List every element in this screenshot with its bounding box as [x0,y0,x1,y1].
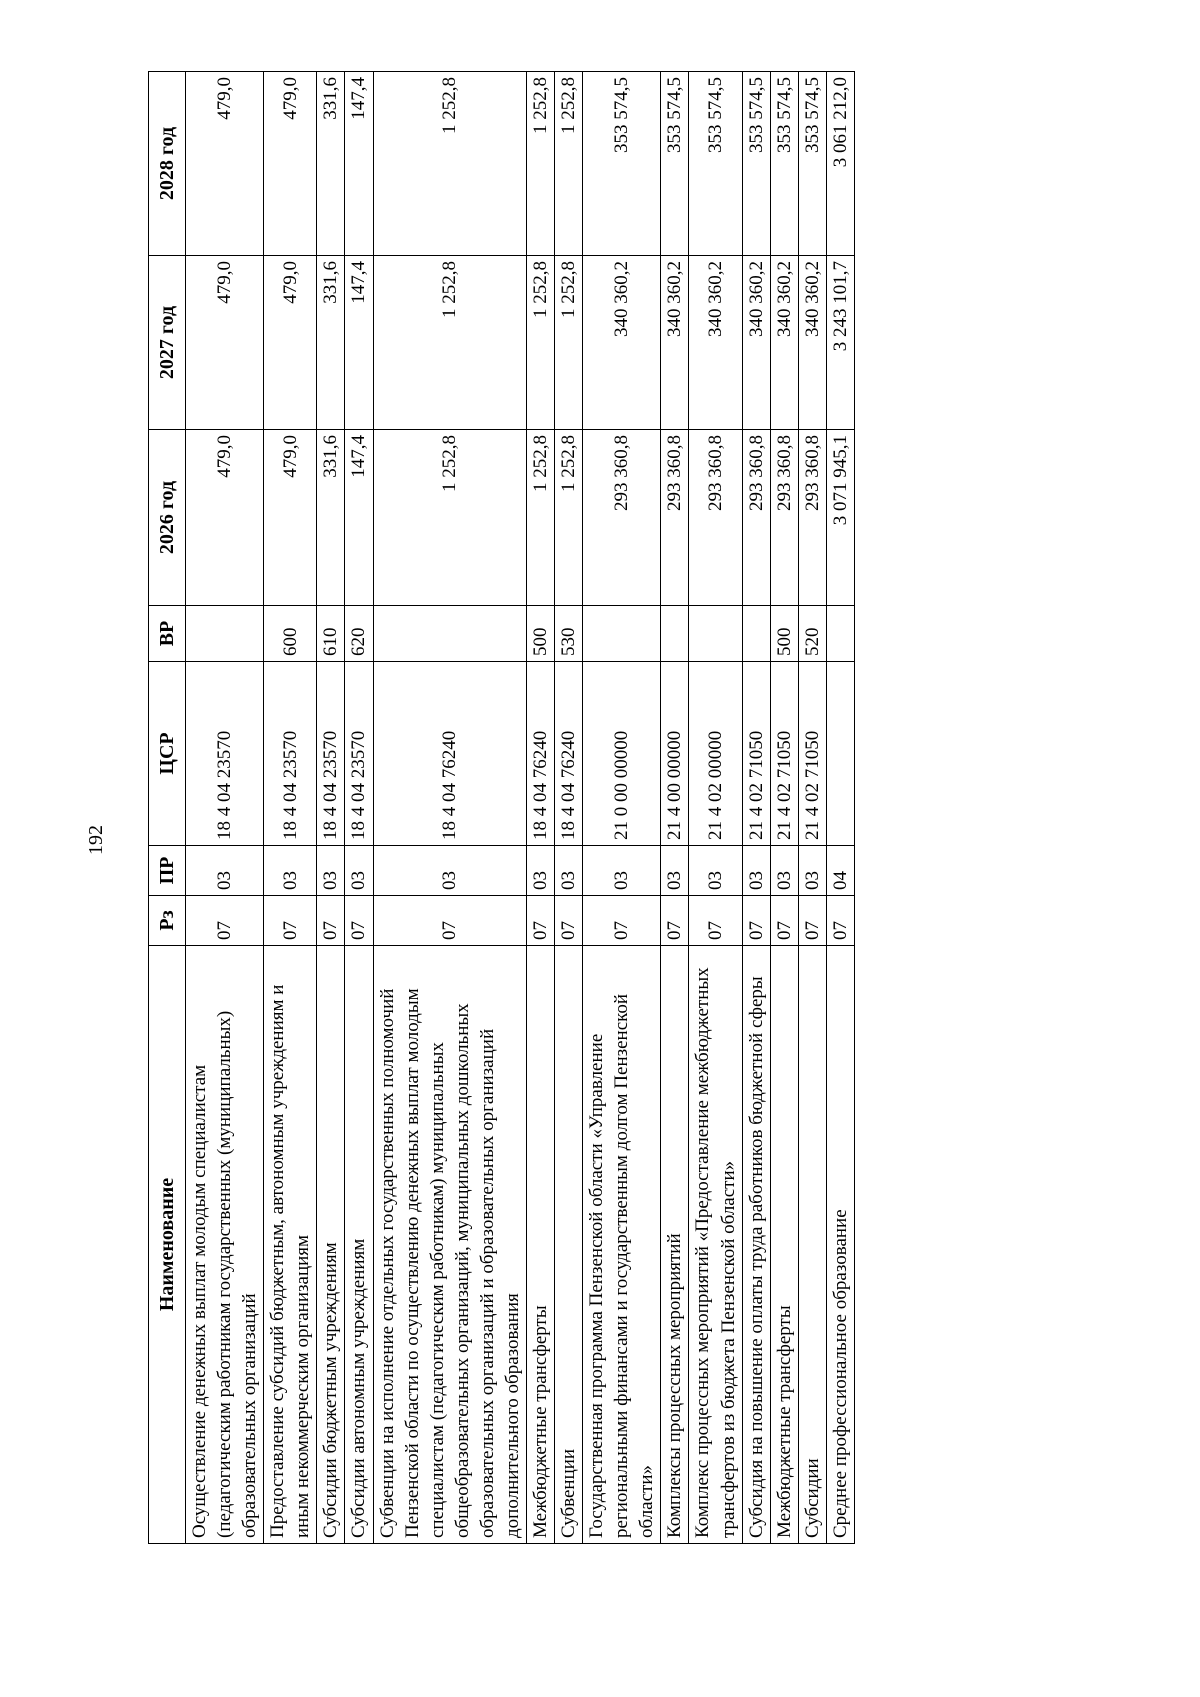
cell-2028: 1 252,8 [373,72,526,256]
cell-csr: 18 4 04 76240 [555,662,583,846]
cell-2028: 3 061 212,0 [826,72,854,256]
cell-pr: 03 [527,846,555,896]
table-header-row [149,72,186,1544]
cell-2027: 1 252,8 [373,256,526,430]
cell-pr: 03 [798,846,826,896]
table-row [264,72,317,1544]
cell-rz: 07 [373,896,526,946]
cell-csr [826,662,854,846]
cell-2027: 1 252,8 [555,256,583,430]
cell-csr: 21 4 02 71050 [770,662,798,846]
header-vr: ВР [149,606,186,662]
cell-2027: 340 360,2 [689,256,742,430]
cell-rz: 07 [345,896,373,946]
cell-2027: 340 360,2 [661,256,689,430]
table-row [186,72,264,1544]
cell-rz: 07 [689,896,742,946]
cell-2028: 353 574,5 [770,72,798,256]
cell-pr: 03 [317,846,345,896]
cell-rz: 07 [826,896,854,946]
cell-2026: 293 360,8 [661,430,689,606]
table-row [345,72,373,1544]
header-name: Наименование [149,946,186,1544]
cell-2027: 331,6 [317,256,345,430]
table-row [661,72,689,1544]
cell-2026: 1 252,8 [555,430,583,606]
cell-2026: 1 252,8 [373,430,526,606]
cell-csr: 18 4 04 23570 [186,662,264,846]
header-rz: Рз [149,896,186,946]
cell-rz: 07 [317,896,345,946]
cell-name: Комплексы процессных мероприятий [661,946,689,1544]
cell-csr: 21 4 02 71050 [798,662,826,846]
cell-vr: 620 [345,606,373,662]
cell-2026: 3 071 945,1 [826,430,854,606]
cell-rz: 07 [661,896,689,946]
page-number: 192 [85,825,107,855]
budget-table [148,71,855,1544]
cell-2028: 353 574,5 [798,72,826,256]
cell-2027: 479,0 [264,256,317,430]
table-row [742,72,770,1544]
cell-name: Государственная программа Пензенской области «Управление региональными финансами и государственным долгом Пензенской области» [583,946,661,1544]
table-row [583,72,661,1544]
cell-2028: 147,4 [345,72,373,256]
cell-2026: 293 360,8 [770,430,798,606]
cell-2028: 353 574,5 [742,72,770,256]
cell-name: Предоставление субсидий бюджетным, автономным учреждениям и иным некоммерческим организациям [264,946,317,1544]
rotated-table-container [148,72,855,1544]
cell-name: Субсидии бюджетным учреждениям [317,946,345,1544]
cell-pr: 03 [661,846,689,896]
cell-2027: 479,0 [186,256,264,430]
cell-csr: 18 4 04 76240 [373,662,526,846]
cell-rz: 07 [555,896,583,946]
cell-2028: 1 252,8 [555,72,583,256]
cell-2026: 147,4 [345,430,373,606]
cell-csr: 18 4 04 23570 [345,662,373,846]
header-2026: 2026 год [149,430,186,606]
cell-name: Субсидии автономным учреждениям [345,946,373,1544]
cell-csr: 21 4 00 00000 [661,662,689,846]
cell-2026: 479,0 [186,430,264,606]
cell-vr [742,606,770,662]
cell-csr: 18 4 04 23570 [264,662,317,846]
cell-vr [661,606,689,662]
cell-name: Межбюджетные трансферты [527,946,555,1544]
cell-pr: 04 [826,846,854,896]
cell-pr: 03 [689,846,742,896]
cell-csr: 18 4 04 76240 [527,662,555,846]
cell-2026: 1 252,8 [527,430,555,606]
cell-vr: 600 [264,606,317,662]
header-csr: ЦСР [149,662,186,846]
cell-name: Субсидия на повышение оплаты труда работников бюджетной сферы [742,946,770,1544]
cell-2026: 293 360,8 [742,430,770,606]
cell-vr [826,606,854,662]
cell-vr: 520 [798,606,826,662]
cell-2026: 293 360,8 [689,430,742,606]
table-row [689,72,742,1544]
cell-name: Среднее профессиональное образование [826,946,854,1544]
cell-name: Субвенции [555,946,583,1544]
cell-rz: 07 [742,896,770,946]
cell-2027: 147,4 [345,256,373,430]
cell-name: Межбюджетные трансферты [770,946,798,1544]
cell-2026: 293 360,8 [583,430,661,606]
cell-name: Комплекс процессных мероприятий «Предоставление межбюджетных трансфертов из бюджета Пензенской области» [689,946,742,1544]
cell-vr: 500 [770,606,798,662]
cell-rz: 07 [186,896,264,946]
table-row [826,72,854,1544]
cell-csr: 21 4 02 00000 [689,662,742,846]
cell-2028: 353 574,5 [583,72,661,256]
cell-rz: 07 [583,896,661,946]
cell-2028: 353 574,5 [689,72,742,256]
cell-csr: 21 0 00 00000 [583,662,661,846]
cell-2027: 340 360,2 [583,256,661,430]
cell-2026: 293 360,8 [798,430,826,606]
cell-name: Субсидии [798,946,826,1544]
cell-rz: 07 [798,896,826,946]
cell-2028: 331,6 [317,72,345,256]
header-pr: ПР [149,846,186,896]
cell-2026: 479,0 [264,430,317,606]
cell-2027: 3 243 101,7 [826,256,854,430]
cell-2027: 340 360,2 [770,256,798,430]
cell-2026: 331,6 [317,430,345,606]
cell-vr [583,606,661,662]
cell-vr [373,606,526,662]
cell-2028: 479,0 [186,72,264,256]
cell-2028: 1 252,8 [527,72,555,256]
cell-rz: 07 [264,896,317,946]
header-2028: 2028 год [149,72,186,256]
cell-name: Субвенции на исполнение отдельных государственных полномочий Пензенской области по осуществлению денежных выплат молодым специалистам (педагогическим работникам) муниципальных общеобразовательных организаций, муниципальных дошкольных образовательных организаций и образовательных организаций дополнительного образования [373,946,526,1544]
cell-2028: 353 574,5 [661,72,689,256]
cell-vr: 500 [527,606,555,662]
table-row [317,72,345,1544]
cell-csr: 18 4 04 23570 [317,662,345,846]
cell-rz: 07 [527,896,555,946]
cell-2027: 1 252,8 [527,256,555,430]
cell-pr: 03 [186,846,264,896]
cell-2027: 340 360,2 [742,256,770,430]
cell-2027: 340 360,2 [798,256,826,430]
cell-pr: 03 [555,846,583,896]
cell-vr [186,606,264,662]
cell-pr: 03 [373,846,526,896]
cell-pr: 03 [583,846,661,896]
cell-vr: 530 [555,606,583,662]
cell-pr: 03 [742,846,770,896]
cell-pr: 03 [264,846,317,896]
cell-vr: 610 [317,606,345,662]
cell-pr: 03 [345,846,373,896]
header-2027: 2027 год [149,256,186,430]
table-row [770,72,798,1544]
cell-2028: 479,0 [264,72,317,256]
table-row [798,72,826,1544]
cell-rz: 07 [770,896,798,946]
cell-vr [689,606,742,662]
cell-pr: 03 [770,846,798,896]
cell-name: Осуществление денежных выплат молодым специалистам (педагогическим работникам государственных (муниципальных) образовательных организаций [186,946,264,1544]
table-row [373,72,526,1544]
cell-csr: 21 4 02 71050 [742,662,770,846]
table-row [527,72,555,1544]
table-row [555,72,583,1544]
table-body [186,72,855,1544]
